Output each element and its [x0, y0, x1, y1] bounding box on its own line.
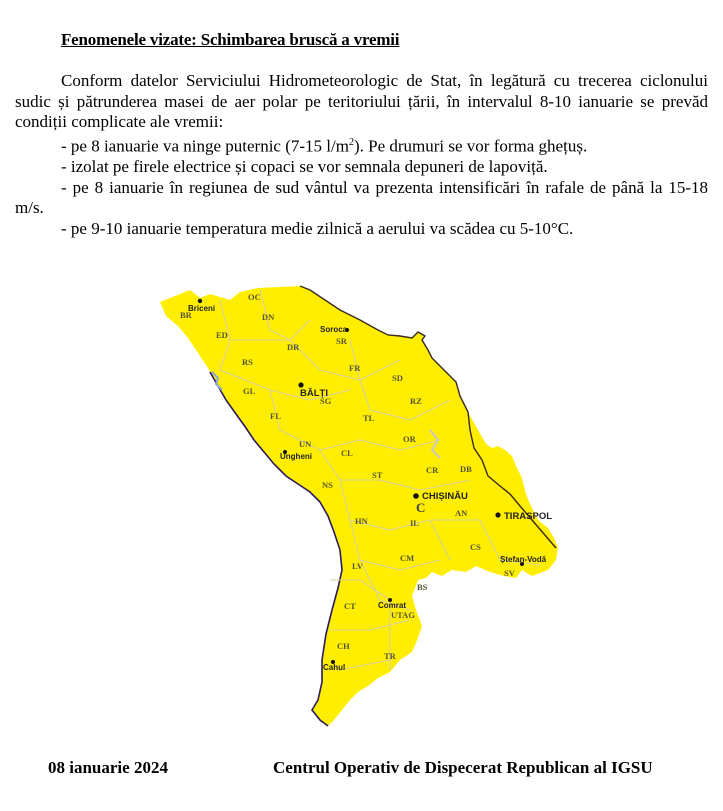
svg-text:RS: RS [242, 357, 253, 367]
svg-text:HN: HN [355, 516, 368, 526]
svg-text:LV: LV [352, 561, 364, 571]
svg-text:CR: CR [426, 465, 439, 475]
country-shape [160, 286, 558, 726]
svg-text:Ungheni: Ungheni [280, 452, 312, 461]
svg-text:CH: CH [337, 641, 350, 651]
svg-text:CHIȘINĂU: CHIȘINĂU [422, 491, 468, 502]
document-body [15, 71, 708, 239]
svg-text:UTAG: UTAG [391, 610, 415, 620]
svg-text:Ștefan-Vodă: Ștefan-Vodă [500, 555, 547, 564]
svg-text:NS: NS [322, 480, 333, 490]
svg-text:CL: CL [341, 448, 353, 458]
svg-text:Cahul: Cahul [323, 663, 346, 672]
document-title: Fenomenele vizate: Schimbarea bruscă a vremii [61, 30, 400, 49]
svg-text:IL: IL [410, 518, 419, 528]
svg-text:ST: ST [372, 470, 383, 480]
svg-text:RZ: RZ [410, 396, 422, 406]
bullet-snow: - pe 8 ianuarie va ninge puternic (7-15 $l/m^2$). Pe drumuri se vor forma ghețuș. [61, 136, 588, 156]
svg-text:C: C [416, 500, 426, 515]
svg-text:DB: DB [460, 464, 472, 474]
footer-organization: Centrul Operativ de Dispecerat Republican al IGSU [273, 758, 653, 777]
svg-text:OR: OR [403, 434, 416, 444]
svg-text:Soroca: Soroca [320, 325, 348, 334]
intro-paragraph: Conform datelor Serviciului Hidrometeorologic de Stat, în legătură cu trecerea ciclonului sudic și pătrunderea masei de aer polar pe teritoriului țării, în intervalul 8-10 ianuarie se prevăd condiții complicate ale vremii: [15, 71, 708, 132]
svg-text:DR: DR [287, 342, 300, 352]
svg-text:AN: AN [455, 508, 468, 518]
svg-text:BS: BS [417, 582, 428, 592]
svg-text:CS: CS [470, 542, 481, 552]
svg-text:ED: ED [216, 330, 228, 340]
svg-text:SD: SD [392, 373, 403, 383]
svg-text:Briceni: Briceni [188, 304, 216, 313]
svg-text:SV: SV [504, 568, 515, 578]
svg-text:UN: UN [299, 439, 312, 449]
svg-text:SR: SR [336, 336, 347, 346]
svg-text:TL: TL [363, 413, 375, 423]
bullet-wind: - pe 8 ianuarie în regiunea de sud vântul va prezenta intensificări în rafale de până la 15-18 m/s. [15, 177, 708, 218]
svg-text:CM: CM [400, 553, 415, 563]
svg-text:GL: GL [243, 386, 256, 396]
moldova-warning-map [160, 280, 580, 730]
svg-text:FR: FR [349, 363, 361, 373]
footer-date: 08 ianuarie 2024 [48, 758, 168, 777]
svg-text:FL: FL [270, 411, 281, 421]
svg-text:DN: DN [262, 312, 275, 322]
svg-text:OC: OC [248, 292, 261, 302]
svg-text:CT: CT [344, 601, 356, 611]
bullet-sleet: - izolat pe firele electrice și copaci se vor semnala depuneri de lapoviță. [61, 157, 548, 177]
svg-text:TIRASPOL: TIRASPOL [504, 511, 553, 522]
svg-text:BR: BR [180, 310, 192, 320]
svg-text:TR: TR [384, 651, 396, 661]
svg-text:SG: SG [320, 396, 332, 406]
svg-text:BĂLȚI: BĂLȚI [300, 388, 328, 399]
bullet-temperature: - pe 9-10 ianuarie temperatura medie zilnică a aerului va scădea cu 5-10°C. [61, 218, 574, 238]
svg-text:Comrat: Comrat [378, 601, 407, 610]
